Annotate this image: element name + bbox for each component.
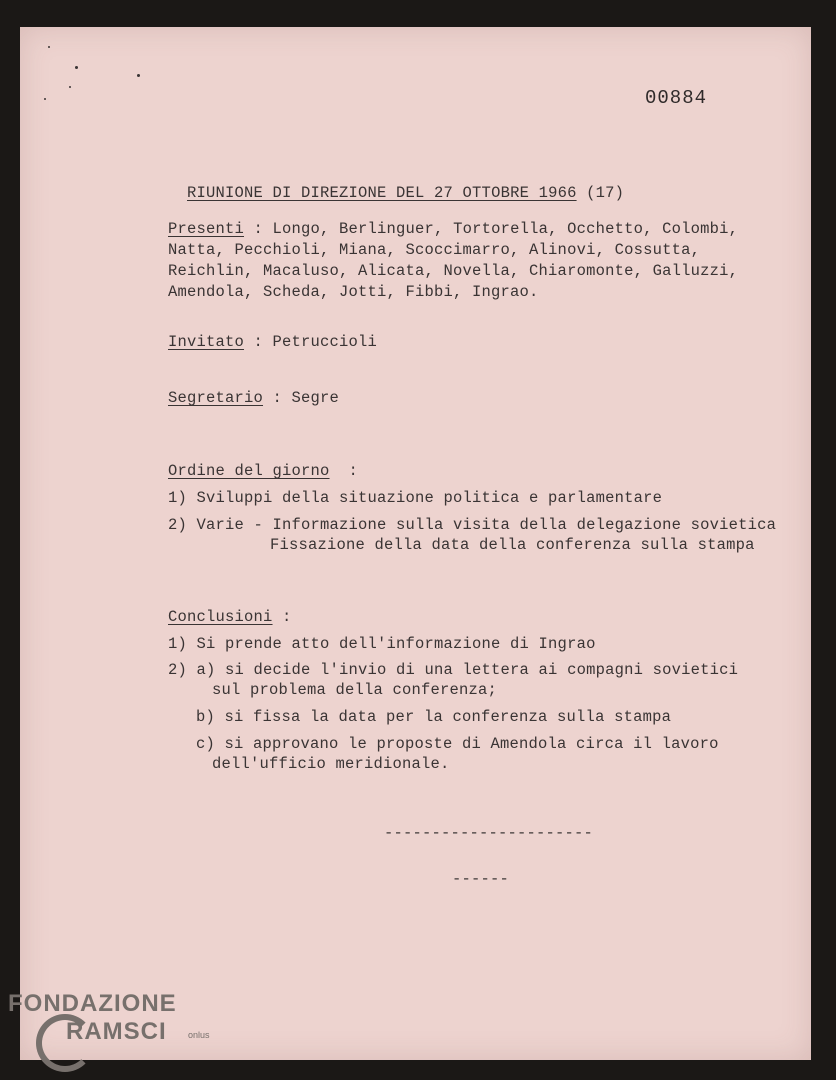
watermark-line1: FONDAZIONE — [8, 990, 177, 1017]
conclusioni-item-2a: 2) a) si decide l'invio di una lettera ai compagni sovietici — [168, 661, 739, 679]
ordine-item-2-cont: Fissazione della data della conferenza sulla stampa — [270, 536, 755, 554]
conclusioni-item-2b: b) si fissa la data per la conferenza sulla stampa — [196, 708, 672, 726]
separator-long: ---------------------- — [384, 824, 594, 842]
presenti-line-1 — [168, 219, 738, 240]
segretario-line — [168, 388, 339, 409]
ink-speck — [69, 86, 71, 88]
ordine-colon: : — [348, 462, 359, 480]
page-title: RIUNIONE DI DIREZIONE DEL 27 OTTOBRE 1966 — [187, 184, 577, 202]
ink-speck — [137, 74, 140, 77]
ordine-heading — [168, 461, 358, 482]
watermark-line2: RAMSCI — [66, 1018, 167, 1045]
meeting-number: (17) — [586, 184, 625, 202]
ordine-label: Ordine del giorno — [168, 462, 330, 480]
presenti-label: Presenti — [168, 220, 245, 238]
conclusioni-item-2c: c) si approvano le proposte di Amendola circa il lavoro — [196, 735, 719, 753]
watermark-sub: onlus — [188, 1030, 210, 1040]
invitato-label: Invitato — [168, 333, 245, 351]
page-title-line — [168, 162, 624, 204]
segretario-label: Segretario — [168, 389, 264, 407]
invitato-line — [168, 332, 377, 353]
conclusioni-item-1: 1) Si prende atto dell'informazione di Ingrao — [168, 635, 596, 653]
presenti-names: : Longo, Berlinguer, Tortorella, Occhetto, Colombi, — [253, 220, 739, 238]
presenti-line-4: Amendola, Scheda, Jotti, Fibbi, Ingrao. — [168, 283, 539, 301]
presenti-line-3: Reichlin, Macaluso, Alicata, Novella, Chiaromonte, Galluzzi, — [168, 262, 739, 280]
document-number: 00884 — [645, 87, 708, 109]
conclusioni-label: Conclusioni — [168, 608, 273, 626]
conclusioni-item-2a-cont: sul problema della conferenza; — [212, 681, 498, 699]
conclusioni-item-2c-cont: dell'ufficio meridionale. — [212, 755, 450, 773]
ordine-item-1: 1) Sviluppi della situazione politica e parlamentare — [168, 489, 663, 507]
presenti-line-2: Natta, Pecchioli, Miana, Scoccimarro, Alinovi, Cossutta, — [168, 241, 701, 259]
conclusioni-heading — [168, 607, 292, 628]
ink-speck — [44, 98, 46, 100]
conclusioni-colon: : — [282, 608, 292, 626]
ink-speck — [48, 46, 50, 48]
separator-short: ------ — [452, 870, 510, 888]
segretario-value: : Segre — [272, 389, 340, 407]
ink-speck — [75, 66, 78, 69]
ordine-item-2: 2) Varie - Informazione sulla visita della delegazione sovietica — [168, 516, 777, 534]
invitato-value: : Petruccioli — [253, 333, 378, 351]
